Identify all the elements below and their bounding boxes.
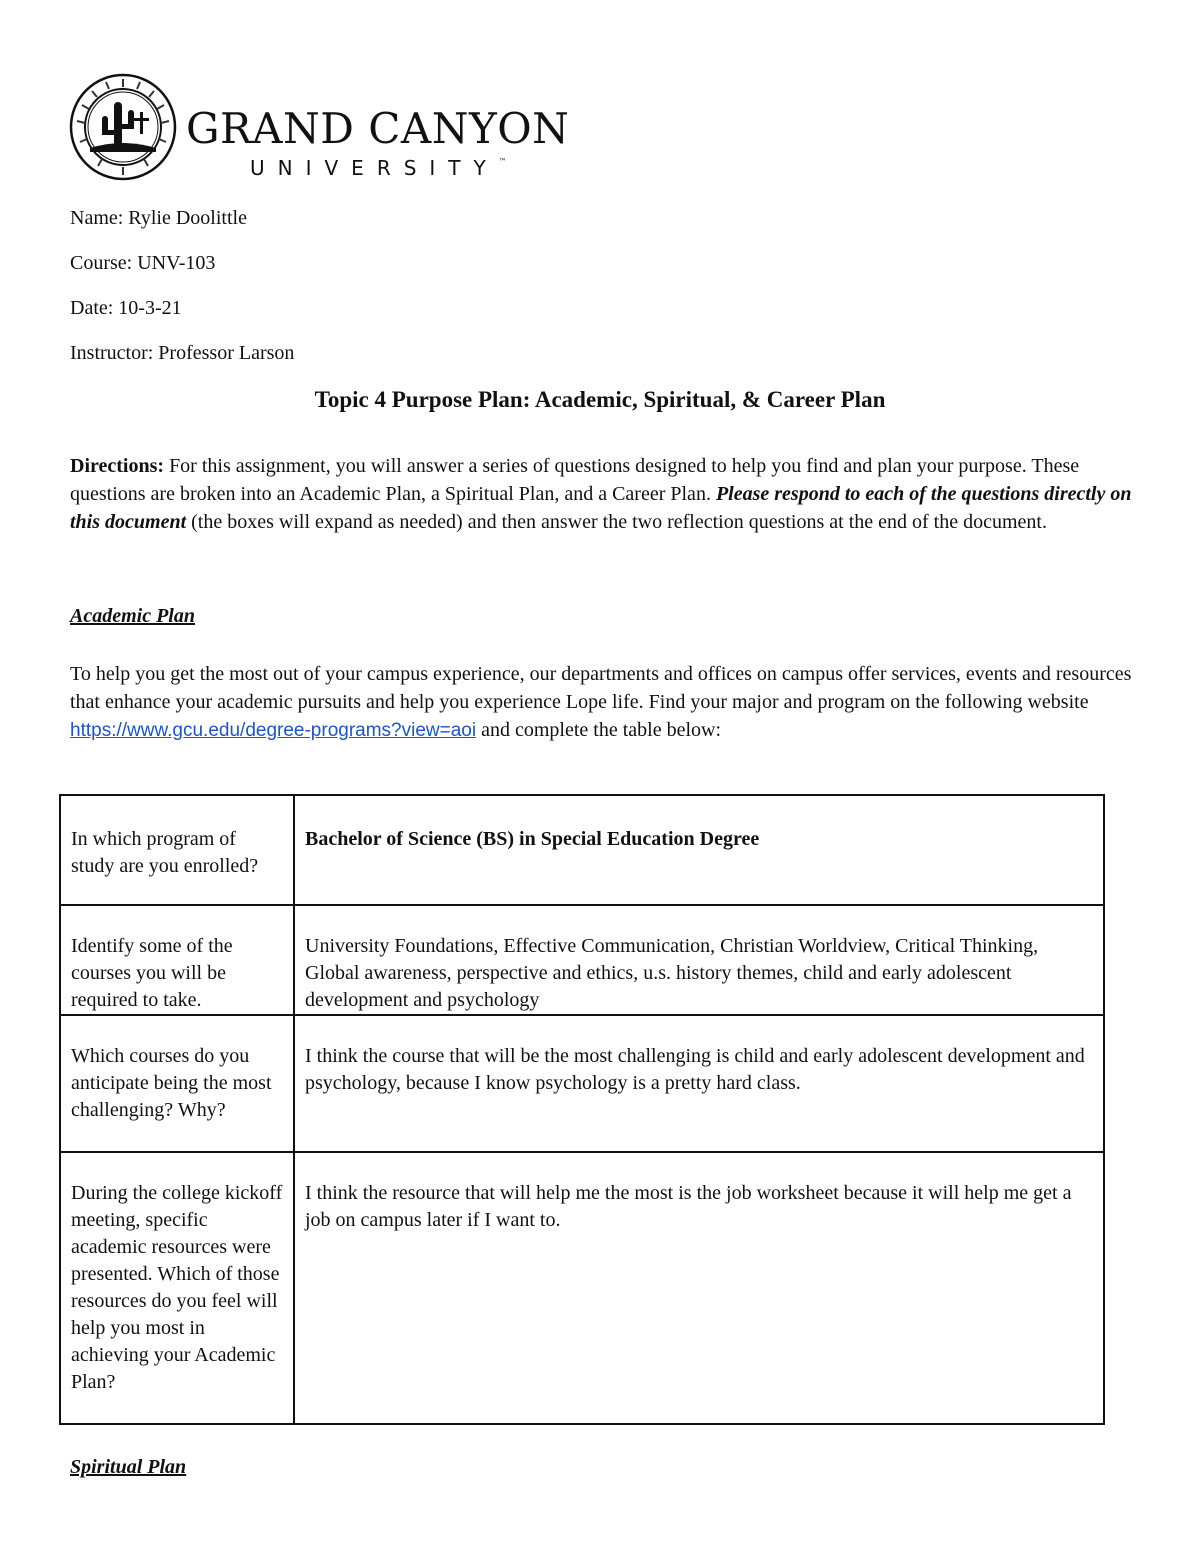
date-line: Date: 10-3-21 (70, 297, 182, 319)
academic-intro-part1: To help you get the most out of your campus experience, our departments and offices on campus offer services, events and resources that enhance your academic pursuits and help you experience Lope life. Find your major and program on the following website (70, 663, 1132, 713)
university-logo (68, 72, 570, 182)
question-cell: During the college kickoff meeting, specific academic resources were presented. Which of those resources do you feel will help you most in achieving your Academic Plan? (60, 1152, 294, 1424)
academic-plan-heading: Academic Plan (70, 605, 195, 627)
student-name: Name: Rylie Doolittle (70, 207, 247, 229)
spiritual-plan-heading: Spiritual Plan (70, 1456, 187, 1478)
logo-university-text: UNIVERSITY (250, 156, 499, 180)
academic-plan-table (59, 794, 1105, 1425)
academic-intro-part2: and complete the table below: (476, 719, 722, 741)
question-cell: Identify some of the courses you will be required to take. (60, 905, 294, 1015)
logo-wordmark-grand-canyon: GRAND CANYON (186, 104, 570, 153)
degree-programs-link[interactable]: https://www.gcu.edu/degree-programs?view=aoi (70, 720, 477, 741)
course-line: Course: UNV-103 (70, 252, 216, 274)
university-seal-icon (68, 72, 178, 182)
instructor-line: Instructor: Professor Larson (70, 342, 295, 364)
logo-wordmark-university (250, 158, 507, 178)
answer-cell[interactable]: I think the resource that will help me the most is the job worksheet because it will help me get a job on campus later if I want to. (294, 1152, 1104, 1424)
table-row (60, 1152, 1104, 1424)
table-row (60, 1015, 1104, 1152)
table-row (60, 905, 1104, 1015)
directions-paragraph (70, 452, 1140, 536)
academic-intro-paragraph (70, 660, 1140, 745)
table-row (60, 795, 1104, 905)
directions-emphasis: Please respond to each of the questions directly on this document (70, 483, 1132, 533)
answer-cell[interactable]: I think the course that will be the most challenging is child and early adolescent development and psychology, because I know psychology is a pretty hard class. (294, 1015, 1104, 1152)
answer-cell[interactable]: Bachelor of Science (BS) in Special Education Degree (294, 795, 1104, 905)
directions-label: Directions: (70, 455, 165, 477)
answer-cell[interactable]: University Foundations, Effective Communication, Christian Worldview, Critical Thinking, Global awareness, perspective and ethics, u.s. history themes, child and early adolescent development and psychology (294, 905, 1104, 1015)
question-cell: In which program of study are you enrolled? (60, 795, 294, 905)
directions-text-part1: For this assignment, you will answer a series of questions designed to help you find and plan your purpose. These questions are broken into an Academic Plan, a Spiritual Plan, and a Career Plan. (70, 455, 1080, 505)
question-cell: Which courses do you anticipate being the most challenging? Why? (60, 1015, 294, 1152)
document-title: Topic 4 Purpose Plan: Academic, Spiritual, & Career Plan (314, 387, 886, 412)
directions-text-part2: (the boxes will expand as needed) and then answer the two reflection questions at the end of the document. (186, 511, 1047, 533)
logo-trademark: ™ (498, 157, 507, 166)
